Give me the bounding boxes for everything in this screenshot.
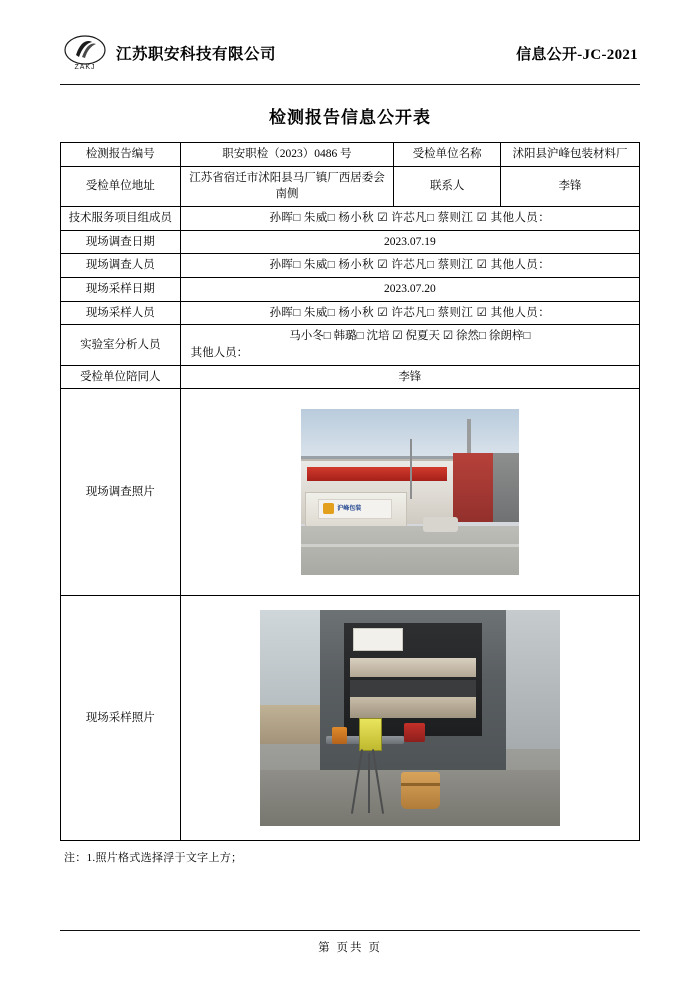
- table-row: [61, 325, 640, 365]
- survey-date-value: 2023.07.19: [180, 230, 639, 254]
- unit-address-label: 受检单位地址: [61, 166, 181, 206]
- survey-date-label: 现场调查日期: [61, 230, 181, 254]
- survey-staff-label: 现场调查人员: [61, 254, 181, 278]
- lab-staff-value: [180, 325, 639, 365]
- table-row: [61, 278, 640, 302]
- unit-name-value: 沭阳县沪峰包装材料厂: [501, 143, 640, 167]
- site-survey-photo: [301, 409, 519, 575]
- contact-value: 李锋: [501, 166, 640, 206]
- factory-sign-text: 沪峰包装: [337, 505, 362, 512]
- table-row: [61, 365, 640, 389]
- photo-sample-cell: [180, 596, 639, 841]
- header-left-group: [62, 33, 276, 73]
- sample-date-label: 现场采样日期: [61, 278, 181, 302]
- sample-date-value: 2023.07.20: [180, 278, 639, 302]
- photo-sample-label: 现场采样照片: [61, 596, 181, 841]
- escort-value: 李锋: [180, 365, 639, 389]
- report-info-table: [60, 142, 640, 841]
- company-name: 江苏职安科技有限公司: [116, 46, 277, 63]
- lab-staff-label: 实验室分析人员: [61, 325, 181, 365]
- team-members-label: 技术服务项目组成员: [61, 207, 181, 231]
- lab-staff-line-2: 其他人员：: [190, 347, 249, 360]
- report-no-value: 职安职检（2023）0486 号: [180, 143, 394, 167]
- page-number: 第 页共 页: [318, 942, 382, 954]
- photo-survey-label: 现场调查照片: [61, 389, 181, 596]
- photo-survey-cell: [180, 389, 639, 596]
- document-code: 信息公开-JC-2021: [516, 46, 638, 63]
- sample-staff-value: 孙晖□ 朱威□ 杨小秋 ☑ 许芯凡□ 蔡则江 ☑ 其他人员：: [180, 301, 639, 325]
- table-row-photo-sample: [61, 596, 640, 841]
- escort-label: 受检单位陪同人: [61, 365, 181, 389]
- page-title: 检测报告信息公开表: [269, 108, 431, 127]
- table-row: [61, 143, 640, 167]
- table-row-photo-survey: [61, 389, 640, 596]
- survey-staff-value: 孙晖□ 朱威□ 杨小秋 ☑ 许芯凡□ 蔡则江 ☑ 其他人员：: [180, 254, 639, 278]
- company-logo-icon: [62, 33, 108, 73]
- factory-signboard: [318, 499, 392, 519]
- footer-divider: [60, 930, 640, 931]
- page-footer: [60, 930, 640, 955]
- table-row: [61, 230, 640, 254]
- unit-name-label: 受检单位名称: [394, 143, 501, 167]
- unit-address-value: 江苏省宿迁市沭阳县马厂镇厂西居委会南侧: [180, 166, 394, 206]
- page-header: [60, 26, 640, 85]
- table-row: [61, 254, 640, 278]
- lab-staff-line-1: 马小冬□ 韩璐□ 沈培 ☑ 倪夏天 ☑ 徐然□ 徐朗梓□: [289, 330, 531, 343]
- report-no-label: 检测报告编号: [61, 143, 181, 167]
- sample-staff-label: 现场采样人员: [61, 301, 181, 325]
- factory-logo-icon: [323, 503, 334, 514]
- svg-text:ZAKJ: ZAKJ: [74, 64, 96, 71]
- table-row: [61, 301, 640, 325]
- site-sampling-photo: [260, 610, 560, 826]
- table-row: [61, 207, 640, 231]
- contact-label: 联系人: [394, 166, 501, 206]
- table-row: [61, 166, 640, 206]
- table-note: 注：1.照片格式选择浮于文字上方；: [64, 852, 243, 865]
- team-members-value: 孙晖□ 朱威□ 杨小秋 ☑ 许芯凡□ 蔡则江 ☑ 其他人员：: [180, 207, 639, 231]
